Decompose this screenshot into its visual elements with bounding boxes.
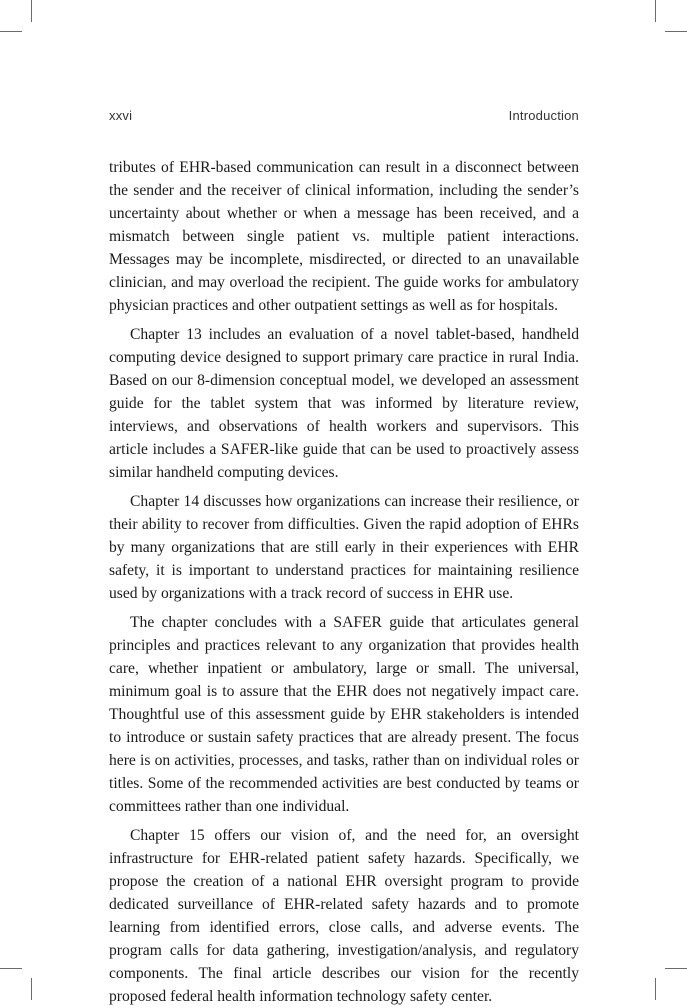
crop-mark-top-left-horizontal xyxy=(0,31,22,32)
crop-mark-bottom-right-vertical xyxy=(655,978,656,1000)
crop-mark-bottom-left-vertical xyxy=(31,978,32,1000)
running-title: Introduction xyxy=(508,108,579,123)
crop-mark-top-right-horizontal xyxy=(665,31,687,32)
paragraph: The chapter concludes with a SAFER guide that articulates general principles and practices relevant to any organization that provides health care, whether inpatient or ambulatory, large or small. The universal, minimum goal is to assure that the EHR does not negatively impact care. Thoughtful use of this assessment guide by EHR stakeholders is intended to introduce or sustain safety practices that are already present. The focus here is on activities, processes, and tasks, rather than on individual roles or titles. Some of the recommended activities are best conducted by teams or committees rather than one individual. xyxy=(109,614,579,815)
running-header xyxy=(109,108,579,123)
paragraph: tributes of EHR-based communication can result in a disconnect between the sender and the receiver of clinical information, including the sender’s uncertainty about whether or when a message has been received, and a mismatch between single patient vs. multiple patient interactions. Messages may be incomplete, misdirected, or directed to an unavailable clinician, and may overload the recipient. The guide works for ambulatory physician practices and other outpatient settings as well as for hospitals. xyxy=(109,159,579,314)
paragraph: Chapter 13 includes an evaluation of a novel tablet-based, handheld computing device designed to support primary care practice in rural India. Based on our 8-dimension conceptual model, we developed an assessment guide for the tablet system that was informed by literature review, interviews, and observations of health workers and supervisors. This article includes a SAFER-like guide that can be used to proactively assess similar handheld computing devices. xyxy=(109,326,579,481)
page-number: xxvi xyxy=(109,108,133,123)
crop-mark-bottom-right-horizontal xyxy=(665,968,687,969)
crop-mark-top-right-vertical xyxy=(655,0,656,22)
crop-mark-bottom-left-horizontal xyxy=(0,968,22,969)
paragraph: Chapter 15 offers our vision of, and the need for, an oversight infrastructure for EHR-related patient safety hazards. Specifically, we propose the creation of a national EHR oversight program to provide dedicated surveillance of EHR-related safety hazards and to promote learning from identified errors, close calls, and adverse events. The program calls for data gathering, investigation/analysis, and regulatory components. The final article describes our vision for the recently proposed federal health information technology safety center. xyxy=(109,827,579,1005)
body-text xyxy=(109,156,579,1008)
crop-mark-top-left-vertical xyxy=(31,0,32,22)
paragraph: Chapter 14 discusses how organizations can increase their resilience, or their ability to recover from difficulties. Given the rapid adoption of EHRs by many organizations that are still early in their experiences with EHR safety, it is important to understand practices for maintaining resilience used by organizations with a track record of success in EHR use. xyxy=(109,493,579,602)
